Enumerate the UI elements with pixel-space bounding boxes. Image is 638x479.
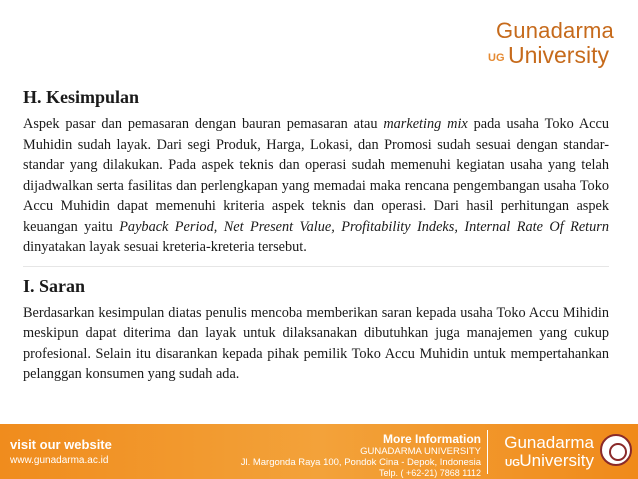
footer-university-name: GUNADARMA UNIVERSITY	[360, 446, 481, 457]
footer-more-info: More Information	[383, 432, 481, 446]
section-h-paragraph	[23, 114, 609, 258]
section-h-text-1: Aspek pasar dan pemasaran dengan bauran pemasaran atau	[23, 116, 384, 132]
section-divider	[23, 266, 609, 267]
logo-ug-mark: UG	[488, 52, 505, 64]
slide-content	[23, 86, 609, 385]
section-i-paragraph: Berdasarkan kesimpulan diatas penulis mencoba memberikan saran kepada usaha Toko Accu Mihidin meskipun dapat diterima dan layak untuk dilaksanakan dibutuhkan juga manajemen yang cukup profesional. Selain itu disarankan kepada pihak pemilik Toko Accu Muhidin untuk mempertahankan pelanggan konsumen yang sudah ada.	[23, 304, 609, 382]
section-h-italic-2: Payback Period, Net Present Value, Profitability Indeks, Internal Rate Of Return	[119, 218, 610, 235]
gunadarma-logo	[478, 8, 628, 70]
footer-visit-label: visit our website	[10, 437, 112, 452]
footer-divider	[487, 430, 488, 474]
logo-university-text: University	[508, 42, 609, 68]
university-seal-icon	[600, 434, 632, 466]
section-i-title: I. Saran	[23, 275, 86, 296]
section-h-text-3: dinyatakan layak sesuai kreteria-kreteria tersebut.	[23, 239, 307, 255]
logo-brand-name: Gunadarma	[496, 18, 614, 43]
section-h-italic-1: marketing mix	[383, 116, 468, 132]
footer-university-text: University	[519, 451, 594, 470]
footer-brand-name: Gunadarma	[504, 433, 594, 452]
footer-website-link[interactable]: www.gunadarma.ac.id	[10, 455, 109, 466]
footer-ug-mark: UG	[505, 458, 520, 469]
footer-address: Jl. Margonda Raya 100, Pondok Cina - Depok, Indonesia	[240, 457, 481, 468]
footer-bar	[0, 424, 638, 479]
section-h-text-2: pada usaha Toko Accu Muhidin sudah layak. Dari segi Produk, Harga, Lokasi, dan Promosi sudah sesuai dengan standar-standar yang dilakukan. Pada aspek teknis dan operasi sudah memenuhi kegiatan usaha yang telah dijadwalkan serta fasilitas dan perlengkapan yang memadai maka rencana pengembangan usaha Toko Accu Muhidin dapat memenuhi kriteria aspek teknis dan operasi. Dari hasil perhitungan aspek keuangan yaitu	[23, 116, 610, 235]
footer-phone: Telp. ( +62-21) 7868 1112	[379, 468, 481, 478]
section-h-title: H. Kesimpulan	[23, 87, 140, 107]
